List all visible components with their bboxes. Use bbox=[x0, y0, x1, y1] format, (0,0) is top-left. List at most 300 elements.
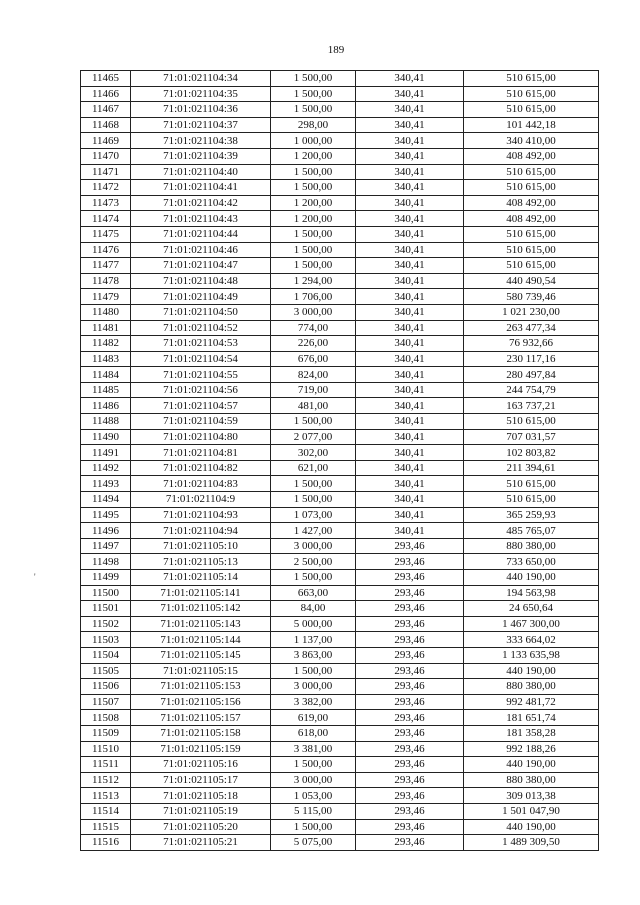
area-cell: 1 427,00 bbox=[271, 523, 356, 539]
cadastral-number-cell: 71:01:021104:36 bbox=[131, 102, 271, 118]
value-cell: 510 615,00 bbox=[464, 164, 599, 180]
row-number-cell: 11500 bbox=[81, 585, 131, 601]
row-number-cell: 11516 bbox=[81, 835, 131, 851]
value-cell: 244 754,79 bbox=[464, 382, 599, 398]
value-cell: 1 501 047,90 bbox=[464, 803, 599, 819]
value-cell: 230 117,16 bbox=[464, 351, 599, 367]
table-row bbox=[81, 694, 599, 710]
table-row bbox=[81, 725, 599, 741]
cadastral-number-cell: 71:01:021104:47 bbox=[131, 258, 271, 274]
row-number-cell: 11475 bbox=[81, 226, 131, 242]
area-cell: 824,00 bbox=[271, 367, 356, 383]
area-cell: 1 500,00 bbox=[271, 492, 356, 508]
value-cell: 24 650,64 bbox=[464, 601, 599, 617]
value-cell: 309 013,38 bbox=[464, 788, 599, 804]
cadastral-number-cell: 71:01:021104:81 bbox=[131, 445, 271, 461]
area-cell: 1 000,00 bbox=[271, 133, 356, 149]
rate-cell: 340,41 bbox=[356, 336, 464, 352]
cadastral-number-cell: 71:01:021104:38 bbox=[131, 133, 271, 149]
table-row bbox=[81, 429, 599, 445]
rate-cell: 293,46 bbox=[356, 663, 464, 679]
rate-cell: 293,46 bbox=[356, 710, 464, 726]
table-row bbox=[81, 117, 599, 133]
table-row bbox=[81, 616, 599, 632]
value-cell: 76 932,66 bbox=[464, 336, 599, 352]
area-cell: 3 000,00 bbox=[271, 304, 356, 320]
cadastral-number-cell: 71:01:021104:57 bbox=[131, 398, 271, 414]
row-number-cell: 11510 bbox=[81, 741, 131, 757]
table-row bbox=[81, 304, 599, 320]
row-number-cell: 11481 bbox=[81, 320, 131, 336]
value-cell: 333 664,02 bbox=[464, 632, 599, 648]
area-cell: 2 500,00 bbox=[271, 554, 356, 570]
row-number-cell: 11483 bbox=[81, 351, 131, 367]
margin-mark: ' bbox=[34, 572, 36, 582]
rate-cell: 340,41 bbox=[356, 242, 464, 258]
table-row bbox=[81, 226, 599, 242]
table-row bbox=[81, 289, 599, 305]
area-cell: 1 500,00 bbox=[271, 86, 356, 102]
value-cell: 510 615,00 bbox=[464, 71, 599, 87]
table-row bbox=[81, 632, 599, 648]
table-row bbox=[81, 242, 599, 258]
cadastral-number-cell: 71:01:021104:43 bbox=[131, 211, 271, 227]
row-number-cell: 11499 bbox=[81, 570, 131, 586]
table-row bbox=[81, 679, 599, 695]
rate-cell: 340,41 bbox=[356, 382, 464, 398]
rate-cell: 293,46 bbox=[356, 647, 464, 663]
rate-cell: 340,41 bbox=[356, 273, 464, 289]
row-number-cell: 11485 bbox=[81, 382, 131, 398]
area-cell: 774,00 bbox=[271, 320, 356, 336]
rate-cell: 340,41 bbox=[356, 71, 464, 87]
area-cell: 226,00 bbox=[271, 336, 356, 352]
row-number-cell: 11466 bbox=[81, 86, 131, 102]
value-cell: 510 615,00 bbox=[464, 492, 599, 508]
value-cell: 1 133 635,98 bbox=[464, 647, 599, 663]
row-number-cell: 11506 bbox=[81, 679, 131, 695]
row-number-cell: 11476 bbox=[81, 242, 131, 258]
rate-cell: 293,46 bbox=[356, 725, 464, 741]
cadastral-number-cell: 71:01:021104:53 bbox=[131, 336, 271, 352]
row-number-cell: 11471 bbox=[81, 164, 131, 180]
value-cell: 440 190,00 bbox=[464, 757, 599, 773]
row-number-cell: 11468 bbox=[81, 117, 131, 133]
value-cell: 510 615,00 bbox=[464, 258, 599, 274]
value-cell: 181 651,74 bbox=[464, 710, 599, 726]
rate-cell: 293,46 bbox=[356, 632, 464, 648]
table-row bbox=[81, 320, 599, 336]
table-row bbox=[81, 180, 599, 196]
cadastral-number-cell: 71:01:021105:14 bbox=[131, 570, 271, 586]
table-row bbox=[81, 351, 599, 367]
value-cell: 510 615,00 bbox=[464, 226, 599, 242]
cadastral-number-cell: 71:01:021104:41 bbox=[131, 180, 271, 196]
value-cell: 1 489 309,50 bbox=[464, 835, 599, 851]
row-number-cell: 11493 bbox=[81, 476, 131, 492]
area-cell: 84,00 bbox=[271, 601, 356, 617]
cadastral-number-cell: 71:01:021104:94 bbox=[131, 523, 271, 539]
table-row bbox=[81, 601, 599, 617]
rate-cell: 293,46 bbox=[356, 538, 464, 554]
table-row bbox=[81, 211, 599, 227]
rate-cell: 340,41 bbox=[356, 398, 464, 414]
row-number-cell: 11496 bbox=[81, 523, 131, 539]
rate-cell: 293,46 bbox=[356, 554, 464, 570]
row-number-cell: 11488 bbox=[81, 414, 131, 430]
cadastral-number-cell: 71:01:021104:39 bbox=[131, 148, 271, 164]
cadastral-number-cell: 71:01:021104:82 bbox=[131, 460, 271, 476]
cadastral-number-cell: 71:01:021104:34 bbox=[131, 71, 271, 87]
rate-cell: 340,41 bbox=[356, 148, 464, 164]
cadastral-number-cell: 71:01:021105:143 bbox=[131, 616, 271, 632]
cadastral-number-cell: 71:01:021105:19 bbox=[131, 803, 271, 819]
value-cell: 510 615,00 bbox=[464, 86, 599, 102]
rate-cell: 340,41 bbox=[356, 507, 464, 523]
table-row bbox=[81, 663, 599, 679]
area-cell: 1 500,00 bbox=[271, 476, 356, 492]
rate-cell: 340,41 bbox=[356, 492, 464, 508]
cadastral-number-cell: 71:01:021105:141 bbox=[131, 585, 271, 601]
row-number-cell: 11513 bbox=[81, 788, 131, 804]
row-number-cell: 11512 bbox=[81, 772, 131, 788]
cadastral-number-cell: 71:01:021104:55 bbox=[131, 367, 271, 383]
cadastral-number-cell: 71:01:021105:13 bbox=[131, 554, 271, 570]
area-cell: 1 500,00 bbox=[271, 180, 356, 196]
area-cell: 3 000,00 bbox=[271, 679, 356, 695]
row-number-cell: 11477 bbox=[81, 258, 131, 274]
row-number-cell: 11486 bbox=[81, 398, 131, 414]
cadastral-number-cell: 71:01:021105:142 bbox=[131, 601, 271, 617]
row-number-cell: 11490 bbox=[81, 429, 131, 445]
value-cell: 263 477,34 bbox=[464, 320, 599, 336]
table-body bbox=[81, 71, 599, 851]
value-cell: 194 563,98 bbox=[464, 585, 599, 601]
value-cell: 992 188,26 bbox=[464, 741, 599, 757]
area-cell: 1 073,00 bbox=[271, 507, 356, 523]
rate-cell: 340,41 bbox=[356, 351, 464, 367]
data-table bbox=[80, 70, 599, 851]
row-number-cell: 11473 bbox=[81, 195, 131, 211]
row-number-cell: 11482 bbox=[81, 336, 131, 352]
area-cell: 1 500,00 bbox=[271, 258, 356, 274]
row-number-cell: 11501 bbox=[81, 601, 131, 617]
table-row bbox=[81, 258, 599, 274]
row-number-cell: 11467 bbox=[81, 102, 131, 118]
table-row bbox=[81, 460, 599, 476]
row-number-cell: 11478 bbox=[81, 273, 131, 289]
area-cell: 1 500,00 bbox=[271, 242, 356, 258]
rate-cell: 340,41 bbox=[356, 211, 464, 227]
rate-cell: 340,41 bbox=[356, 289, 464, 305]
value-cell: 280 497,84 bbox=[464, 367, 599, 383]
rate-cell: 340,41 bbox=[356, 414, 464, 430]
row-number-cell: 11479 bbox=[81, 289, 131, 305]
row-number-cell: 11495 bbox=[81, 507, 131, 523]
cadastral-number-cell: 71:01:021104:48 bbox=[131, 273, 271, 289]
row-number-cell: 11497 bbox=[81, 538, 131, 554]
cadastral-number-cell: 71:01:021105:158 bbox=[131, 725, 271, 741]
table-row bbox=[81, 523, 599, 539]
value-cell: 440 190,00 bbox=[464, 663, 599, 679]
table-row bbox=[81, 195, 599, 211]
value-cell: 880 380,00 bbox=[464, 772, 599, 788]
row-number-cell: 11505 bbox=[81, 663, 131, 679]
cadastral-number-cell: 71:01:021104:37 bbox=[131, 117, 271, 133]
area-cell: 1 500,00 bbox=[271, 102, 356, 118]
cadastral-number-cell: 71:01:021105:156 bbox=[131, 694, 271, 710]
area-cell: 676,00 bbox=[271, 351, 356, 367]
rate-cell: 340,41 bbox=[356, 476, 464, 492]
area-cell: 1 053,00 bbox=[271, 788, 356, 804]
row-number-cell: 11507 bbox=[81, 694, 131, 710]
table-row bbox=[81, 492, 599, 508]
row-number-cell: 11502 bbox=[81, 616, 131, 632]
rate-cell: 340,41 bbox=[356, 195, 464, 211]
table-row bbox=[81, 507, 599, 523]
cadastral-number-cell: 71:01:021104:44 bbox=[131, 226, 271, 242]
rate-cell: 340,41 bbox=[356, 445, 464, 461]
value-cell: 163 737,21 bbox=[464, 398, 599, 414]
rate-cell: 340,41 bbox=[356, 429, 464, 445]
area-cell: 5 115,00 bbox=[271, 803, 356, 819]
table-row bbox=[81, 102, 599, 118]
value-cell: 510 615,00 bbox=[464, 414, 599, 430]
rate-cell: 293,46 bbox=[356, 741, 464, 757]
area-cell: 1 200,00 bbox=[271, 195, 356, 211]
area-cell: 481,00 bbox=[271, 398, 356, 414]
cadastral-number-cell: 71:01:021104:80 bbox=[131, 429, 271, 445]
rate-cell: 340,41 bbox=[356, 164, 464, 180]
rate-cell: 293,46 bbox=[356, 757, 464, 773]
rate-cell: 293,46 bbox=[356, 570, 464, 586]
rate-cell: 293,46 bbox=[356, 835, 464, 851]
rate-cell: 340,41 bbox=[356, 86, 464, 102]
area-cell: 1 500,00 bbox=[271, 164, 356, 180]
table-row bbox=[81, 772, 599, 788]
value-cell: 485 765,07 bbox=[464, 523, 599, 539]
area-cell: 1 500,00 bbox=[271, 663, 356, 679]
cadastral-number-cell: 71:01:021105:157 bbox=[131, 710, 271, 726]
area-cell: 2 077,00 bbox=[271, 429, 356, 445]
value-cell: 440 190,00 bbox=[464, 819, 599, 835]
rate-cell: 340,41 bbox=[356, 367, 464, 383]
value-cell: 580 739,46 bbox=[464, 289, 599, 305]
area-cell: 618,00 bbox=[271, 725, 356, 741]
area-cell: 3 381,00 bbox=[271, 741, 356, 757]
rate-cell: 340,41 bbox=[356, 320, 464, 336]
row-number-cell: 11480 bbox=[81, 304, 131, 320]
area-cell: 302,00 bbox=[271, 445, 356, 461]
table-row bbox=[81, 164, 599, 180]
cadastral-number-cell: 71:01:021104:50 bbox=[131, 304, 271, 320]
cadastral-number-cell: 71:01:021104:35 bbox=[131, 86, 271, 102]
cadastral-number-cell: 71:01:021104:42 bbox=[131, 195, 271, 211]
page-number: 189 bbox=[327, 44, 345, 56]
area-cell: 719,00 bbox=[271, 382, 356, 398]
table-row bbox=[81, 570, 599, 586]
area-cell: 5 075,00 bbox=[271, 835, 356, 851]
value-cell: 408 492,00 bbox=[464, 211, 599, 227]
table-row bbox=[81, 336, 599, 352]
area-cell: 1 706,00 bbox=[271, 289, 356, 305]
value-cell: 707 031,57 bbox=[464, 429, 599, 445]
cadastral-number-cell: 71:01:021105:10 bbox=[131, 538, 271, 554]
area-cell: 5 000,00 bbox=[271, 616, 356, 632]
row-number-cell: 11494 bbox=[81, 492, 131, 508]
cadastral-number-cell: 71:01:021105:17 bbox=[131, 772, 271, 788]
cadastral-number-cell: 71:01:021105:153 bbox=[131, 679, 271, 695]
rate-cell: 293,46 bbox=[356, 601, 464, 617]
row-number-cell: 11503 bbox=[81, 632, 131, 648]
area-cell: 1 500,00 bbox=[271, 226, 356, 242]
cadastral-number-cell: 71:01:021104:59 bbox=[131, 414, 271, 430]
table-row bbox=[81, 86, 599, 102]
row-number-cell: 11469 bbox=[81, 133, 131, 149]
table-row bbox=[81, 133, 599, 149]
rate-cell: 340,41 bbox=[356, 523, 464, 539]
table-row bbox=[81, 835, 599, 851]
row-number-cell: 11498 bbox=[81, 554, 131, 570]
value-cell: 510 615,00 bbox=[464, 476, 599, 492]
row-number-cell: 11491 bbox=[81, 445, 131, 461]
area-cell: 1 500,00 bbox=[271, 570, 356, 586]
row-number-cell: 11484 bbox=[81, 367, 131, 383]
area-cell: 1 500,00 bbox=[271, 414, 356, 430]
table-row bbox=[81, 819, 599, 835]
area-cell: 621,00 bbox=[271, 460, 356, 476]
table-row bbox=[81, 273, 599, 289]
value-cell: 880 380,00 bbox=[464, 679, 599, 695]
area-cell: 1 500,00 bbox=[271, 819, 356, 835]
table-row bbox=[81, 476, 599, 492]
row-number-cell: 11472 bbox=[81, 180, 131, 196]
rate-cell: 293,46 bbox=[356, 694, 464, 710]
table-row bbox=[81, 382, 599, 398]
value-cell: 101 442,18 bbox=[464, 117, 599, 133]
cadastral-number-cell: 71:01:021105:144 bbox=[131, 632, 271, 648]
area-cell: 298,00 bbox=[271, 117, 356, 133]
area-cell: 1 500,00 bbox=[271, 757, 356, 773]
row-number-cell: 11511 bbox=[81, 757, 131, 773]
table-row bbox=[81, 803, 599, 819]
rate-cell: 340,41 bbox=[356, 102, 464, 118]
table-row bbox=[81, 538, 599, 554]
value-cell: 1 021 230,00 bbox=[464, 304, 599, 320]
area-cell: 1 137,00 bbox=[271, 632, 356, 648]
row-number-cell: 11465 bbox=[81, 71, 131, 87]
row-number-cell: 11508 bbox=[81, 710, 131, 726]
row-number-cell: 11515 bbox=[81, 819, 131, 835]
area-cell: 1 200,00 bbox=[271, 211, 356, 227]
cadastral-number-cell: 71:01:021104:40 bbox=[131, 164, 271, 180]
row-number-cell: 11474 bbox=[81, 211, 131, 227]
cadastral-number-cell: 71:01:021105:18 bbox=[131, 788, 271, 804]
value-cell: 510 615,00 bbox=[464, 102, 599, 118]
rate-cell: 340,41 bbox=[356, 226, 464, 242]
table-row bbox=[81, 788, 599, 804]
area-cell: 3 382,00 bbox=[271, 694, 356, 710]
area-cell: 1 294,00 bbox=[271, 273, 356, 289]
cadastral-number-cell: 71:01:021104:49 bbox=[131, 289, 271, 305]
table-row bbox=[81, 585, 599, 601]
value-cell: 992 481,72 bbox=[464, 694, 599, 710]
cadastral-number-cell: 71:01:021104:54 bbox=[131, 351, 271, 367]
cadastral-number-cell: 71:01:021104:83 bbox=[131, 476, 271, 492]
value-cell: 408 492,00 bbox=[464, 195, 599, 211]
table-row bbox=[81, 445, 599, 461]
table-row bbox=[81, 367, 599, 383]
rate-cell: 293,46 bbox=[356, 772, 464, 788]
area-cell: 3 000,00 bbox=[271, 538, 356, 554]
cadastral-number-cell: 71:01:021104:52 bbox=[131, 320, 271, 336]
cadastral-number-cell: 71:01:021105:145 bbox=[131, 647, 271, 663]
value-cell: 733 650,00 bbox=[464, 554, 599, 570]
value-cell: 408 492,00 bbox=[464, 148, 599, 164]
row-number-cell: 11470 bbox=[81, 148, 131, 164]
rate-cell: 340,41 bbox=[356, 180, 464, 196]
value-cell: 181 358,28 bbox=[464, 725, 599, 741]
rate-cell: 340,41 bbox=[356, 117, 464, 133]
value-cell: 510 615,00 bbox=[464, 242, 599, 258]
rate-cell: 293,46 bbox=[356, 616, 464, 632]
table-row bbox=[81, 148, 599, 164]
rate-cell: 340,41 bbox=[356, 258, 464, 274]
table-row bbox=[81, 757, 599, 773]
table-row bbox=[81, 710, 599, 726]
cadastral-number-cell: 71:01:021105:16 bbox=[131, 757, 271, 773]
rate-cell: 293,46 bbox=[356, 585, 464, 601]
cadastral-number-cell: 71:01:021104:93 bbox=[131, 507, 271, 523]
table-row bbox=[81, 554, 599, 570]
cadastral-number-cell: 71:01:021105:20 bbox=[131, 819, 271, 835]
area-cell: 3 000,00 bbox=[271, 772, 356, 788]
cadastral-number-cell: 71:01:021104:9 bbox=[131, 492, 271, 508]
value-cell: 340 410,00 bbox=[464, 133, 599, 149]
row-number-cell: 11504 bbox=[81, 647, 131, 663]
area-cell: 1 200,00 bbox=[271, 148, 356, 164]
cadastral-number-cell: 71:01:021104:56 bbox=[131, 382, 271, 398]
value-cell: 880 380,00 bbox=[464, 538, 599, 554]
value-cell: 211 394,61 bbox=[464, 460, 599, 476]
value-cell: 365 259,93 bbox=[464, 507, 599, 523]
table-row bbox=[81, 71, 599, 87]
rate-cell: 340,41 bbox=[356, 133, 464, 149]
rate-cell: 340,41 bbox=[356, 304, 464, 320]
value-cell: 440 490,54 bbox=[464, 273, 599, 289]
table-row bbox=[81, 414, 599, 430]
value-cell: 440 190,00 bbox=[464, 570, 599, 586]
value-cell: 510 615,00 bbox=[464, 180, 599, 196]
cadastral-number-cell: 71:01:021105:159 bbox=[131, 741, 271, 757]
table-row bbox=[81, 647, 599, 663]
rate-cell: 293,46 bbox=[356, 788, 464, 804]
rate-cell: 340,41 bbox=[356, 460, 464, 476]
table-row bbox=[81, 398, 599, 414]
area-cell: 663,00 bbox=[271, 585, 356, 601]
area-cell: 619,00 bbox=[271, 710, 356, 726]
row-number-cell: 11509 bbox=[81, 725, 131, 741]
value-cell: 1 467 300,00 bbox=[464, 616, 599, 632]
cadastral-number-cell: 71:01:021104:46 bbox=[131, 242, 271, 258]
area-cell: 3 863,00 bbox=[271, 647, 356, 663]
row-number-cell: 11492 bbox=[81, 460, 131, 476]
cadastral-number-cell: 71:01:021105:15 bbox=[131, 663, 271, 679]
cadastral-number-cell: 71:01:021105:21 bbox=[131, 835, 271, 851]
value-cell: 102 803,82 bbox=[464, 445, 599, 461]
row-number-cell: 11514 bbox=[81, 803, 131, 819]
rate-cell: 293,46 bbox=[356, 819, 464, 835]
